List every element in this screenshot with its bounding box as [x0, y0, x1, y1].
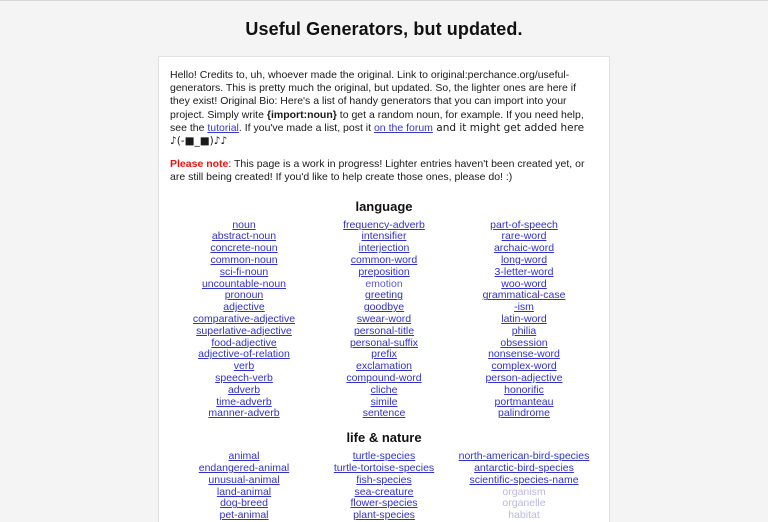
- generator-link[interactable]: abstract-noun: [211, 230, 277, 243]
- generator-link[interactable]: verb: [233, 360, 255, 373]
- generator-link[interactable]: animal: [228, 450, 260, 463]
- intro-text-part2: to get a random noun, for example. If you need help, see the: [170, 108, 584, 134]
- generator-link[interactable]: comparative-adjective: [192, 313, 296, 325]
- generator-link[interactable]: long-word: [500, 254, 548, 267]
- generator-link[interactable]: rare-word: [501, 230, 547, 243]
- generator-link: habitat: [508, 509, 540, 522]
- generator-link[interactable]: compound-word: [346, 371, 422, 384]
- generator-link[interactable]: greeting: [365, 289, 403, 302]
- generator-column: [454, 451, 594, 522]
- generator-column: [174, 451, 314, 522]
- page-root: [0, 1, 768, 522]
- generator-link[interactable]: concrete-noun: [210, 242, 278, 255]
- generator-link[interactable]: latin-word: [501, 313, 547, 325]
- generator-link[interactable]: swear-word: [356, 313, 412, 325]
- generator-link[interactable]: antarctic-bird-species: [474, 461, 574, 474]
- generator-link[interactable]: adjective-of-relation: [198, 348, 290, 361]
- generator-link[interactable]: flower-species: [350, 497, 418, 510]
- generator-link[interactable]: personal-suffix: [349, 336, 419, 349]
- generator-link[interactable]: turtle-tortoise-species: [333, 461, 435, 474]
- please-note-label: Please note: [170, 158, 229, 171]
- generator-link[interactable]: honorific: [504, 383, 544, 396]
- generator-link: organism: [502, 485, 546, 498]
- generator-link[interactable]: manner-adverb: [208, 407, 280, 420]
- generator-link[interactable]: obsession: [500, 336, 548, 349]
- generator-columns: [170, 220, 598, 421]
- generator-link[interactable]: complex-word: [491, 360, 557, 373]
- generator-link[interactable]: cliche: [370, 383, 398, 396]
- generator-link[interactable]: land-animal: [216, 485, 272, 498]
- generator-link[interactable]: -ism: [514, 301, 534, 314]
- generator-link[interactable]: superlative-adjective: [196, 324, 292, 337]
- generator-link[interactable]: simile: [370, 395, 398, 408]
- generator-link[interactable]: person-adjective: [485, 371, 563, 384]
- generator-link[interactable]: north-american-bird-species: [458, 450, 590, 463]
- generator-link[interactable]: plant-species: [353, 509, 415, 522]
- generator-link[interactable]: philia: [511, 324, 537, 337]
- forum-link[interactable]: on the forum: [373, 121, 433, 134]
- generator-link[interactable]: grammatical-case: [482, 289, 566, 302]
- section-heading: language: [355, 198, 413, 214]
- generator-link[interactable]: endangered-animal: [198, 461, 290, 474]
- generator-link[interactable]: sea-creature: [354, 485, 414, 498]
- generator-column: [314, 451, 454, 522]
- generator-link[interactable]: intensifier: [361, 230, 407, 243]
- tutorial-link[interactable]: tutorial: [207, 121, 239, 134]
- generator-link[interactable]: personal-title: [353, 324, 415, 337]
- generator-link[interactable]: uncountable-noun: [201, 277, 287, 290]
- please-note-paragraph: [170, 158, 598, 184]
- generator-column: [454, 220, 594, 421]
- intro-text-part4: and it might get added here ♪(-■_■)♪♪: [170, 121, 585, 148]
- intro-paragraph: [170, 69, 598, 148]
- generator-column: [174, 220, 314, 421]
- generator-link[interactable]: speech-verb: [215, 371, 273, 384]
- import-code-snippet: {import:noun}: [266, 108, 337, 121]
- generator-column: [314, 220, 454, 421]
- generator-sections: [170, 199, 598, 522]
- generator-link[interactable]: adverb: [227, 383, 261, 396]
- generator-link[interactable]: sci-fi-noun: [219, 265, 269, 278]
- generator-link[interactable]: palindrome: [498, 407, 550, 420]
- generator-link[interactable]: part-of-speech: [490, 218, 558, 231]
- generator-link[interactable]: scientific-species-name: [469, 473, 579, 486]
- generator-link[interactable]: food-adjective: [211, 336, 277, 349]
- section-heading: life & nature: [346, 430, 422, 446]
- generator-link[interactable]: sentence: [362, 407, 406, 420]
- generator-link[interactable]: emotion: [365, 277, 403, 290]
- generator-link[interactable]: dog-breed: [220, 497, 268, 510]
- generator-link[interactable]: noun: [232, 218, 256, 231]
- generator-link[interactable]: interjection: [358, 242, 410, 255]
- generator-link[interactable]: goodbye: [363, 301, 405, 314]
- intro-text-part1: Hello! Credits to, uh, whoever made the original. Link to original:perchance.org/useful-generators. This is pretty much the original, but updated. So, the lighter ones are here if they exist! Original Bio: Here's a list of handy generators that you can import into your project. Simply write: [170, 69, 577, 121]
- generator-link[interactable]: common-noun: [210, 254, 278, 267]
- generator-link[interactable]: unusual-animal: [208, 473, 280, 486]
- generator-link[interactable]: exclamation: [355, 360, 413, 373]
- generator-link[interactable]: nonsense-word: [488, 348, 560, 361]
- generator-columns: [170, 451, 598, 522]
- generator-link[interactable]: pronoun: [224, 289, 264, 302]
- generator-link[interactable]: archaic-word: [493, 242, 555, 255]
- generator-link[interactable]: 3-letter-word: [494, 265, 554, 278]
- generator-link[interactable]: adjective: [223, 301, 265, 314]
- intro-text-part3: . If you've made a list, post it: [238, 121, 374, 134]
- generator-link[interactable]: preposition: [358, 265, 410, 278]
- generator-link[interactable]: portmanteau: [494, 395, 554, 408]
- generator-link[interactable]: frequency-adverb: [343, 218, 425, 231]
- content-card: [158, 56, 610, 522]
- generator-link[interactable]: fish-species: [356, 473, 412, 486]
- page-title: Useful Generators, but updated.: [245, 19, 523, 39]
- generator-link[interactable]: turtle-species: [352, 450, 416, 463]
- generator-link[interactable]: pet-animal: [219, 509, 269, 522]
- generator-link[interactable]: woo-word: [501, 277, 547, 290]
- generator-link[interactable]: time-adverb: [216, 395, 272, 408]
- generator-link: organelle: [502, 497, 546, 510]
- generator-link[interactable]: common-word: [350, 254, 418, 267]
- please-note-text: : This page is a work in progress! Lighter entries haven't been created yet, or are still being created! If you'd like to help create those ones, please do! :): [170, 158, 585, 184]
- generator-link[interactable]: prefix: [371, 348, 397, 361]
